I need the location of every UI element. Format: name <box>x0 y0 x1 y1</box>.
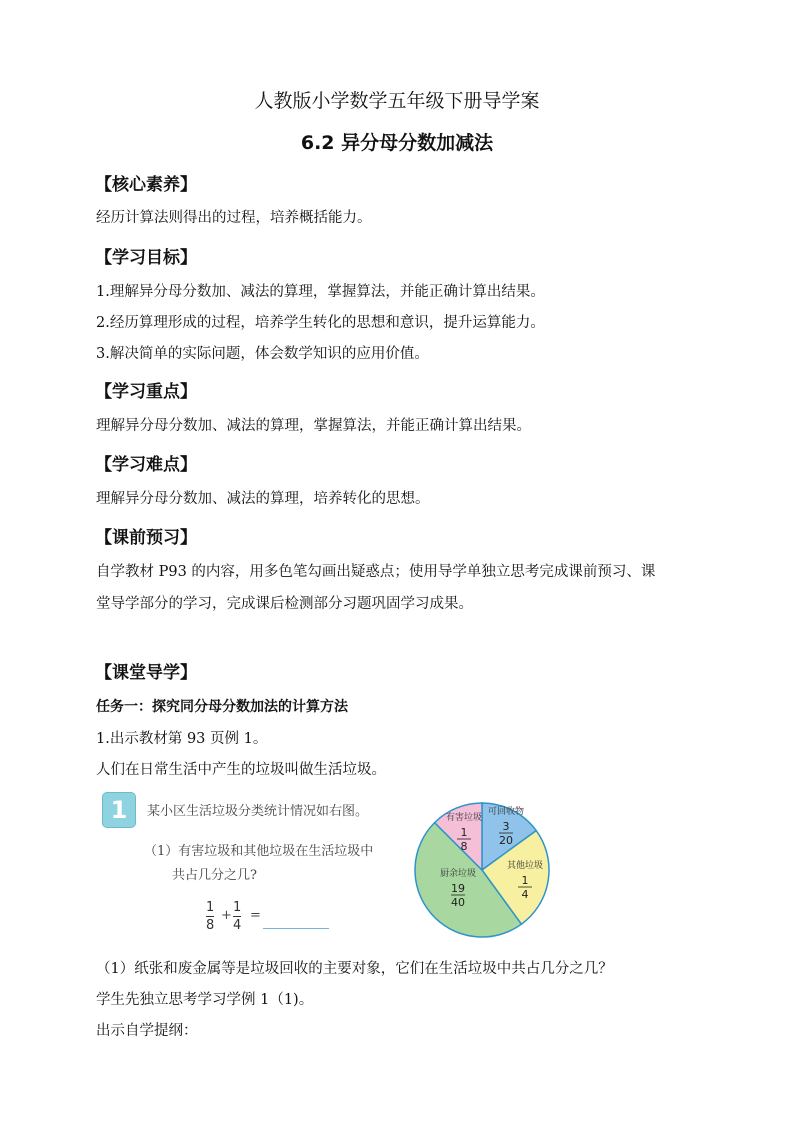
garbage-pie-chart <box>412 798 552 942</box>
difficult-heading: 【学习难点】 <box>95 455 197 475</box>
slice-name-label: 可回收物 <box>487 807 525 817</box>
slice-numerator-label: 1 <box>521 874 529 887</box>
goal-item: 1.理解异分母分数加、减法的算理，掌握算法，并能正确计算出结果。 <box>96 284 545 300</box>
figure-caption: 某小区生活垃圾分类统计情况如右图。 <box>147 804 369 819</box>
slice-denominator-label: 20 <box>499 834 513 847</box>
slice-numerator-label: 19 <box>451 882 465 895</box>
document-title: 人教版小学数学五年级下册导学案 <box>254 90 540 112</box>
core-text: 经历计算法则得出的过程，培养概括能力。 <box>96 210 372 226</box>
difficult-text: 理解异分母分数加、减法的算理，培养转化的思想。 <box>96 491 430 507</box>
plus-sign: + <box>221 908 232 923</box>
preview-text-line: 堂导学部分的学习，完成课后检测部分习题巩固学习成果。 <box>96 596 473 612</box>
preview-text-line: 自学教材 P93 的内容，用多色笔勾画出疑惑点；使用导学单独立思考完成课前预习、课 <box>96 564 656 580</box>
slice-numerator-label: 1 <box>460 826 468 839</box>
key-text: 理解异分母分数加、减法的算理，掌握算法，并能正确计算出结果。 <box>96 418 531 434</box>
slice-denominator-label: 40 <box>451 896 465 909</box>
key-heading: 【学习重点】 <box>95 382 197 402</box>
fraction-one-fourth <box>233 900 241 933</box>
answer-blank <box>263 928 329 929</box>
slice-numerator-label: 3 <box>502 820 510 833</box>
slice-name-label: 厨余垃圾 <box>439 869 477 879</box>
question-text: （1）纸张和废金属等是垃圾回收的主要对象，它们在生活垃圾中共占几分之几？ <box>96 961 613 977</box>
guide-line: 学生先独立思考学习学例 1（1)。 <box>96 992 314 1008</box>
guide-line: 1.出示教材第 93 页例 1。 <box>96 731 268 747</box>
goals-heading: 【学习目标】 <box>95 248 197 268</box>
slice-denominator-label: 4 <box>521 888 529 901</box>
task-title: 任务一：探究同分母分数加法的计算方法 <box>96 699 348 715</box>
fraction-numerator: 1 <box>206 900 215 915</box>
guide-line: 人们在日常生活中产生的垃圾叫做生活垃圾。 <box>96 762 386 778</box>
figure-question-line: （1）有害垃圾和其他垃圾在生活垃圾中 <box>144 844 374 859</box>
figure-question-line: 共占几分之几? <box>172 868 257 883</box>
lesson-title: 6.2 异分母分数加减法 <box>300 132 494 154</box>
preview-heading: 【课前预习】 <box>95 528 197 548</box>
fraction-one-eighth <box>206 900 214 933</box>
slice-name-label: 有害垃圾 <box>445 813 483 823</box>
fraction-denominator: 4 <box>233 918 242 933</box>
goal-item: 2.经历算理形成的过程，培养学生转化的思想和意识，提升运算能力。 <box>96 315 545 331</box>
goal-item: 3.解决简单的实际问题，体会数学知识的应用价值。 <box>96 346 429 362</box>
slice-name-label: 其他垃圾 <box>506 861 544 871</box>
equals-sign: = <box>250 908 261 923</box>
core-heading: 【核心素养】 <box>95 175 197 195</box>
fraction-numerator: 1 <box>233 900 242 915</box>
fraction-denominator: 8 <box>206 918 215 933</box>
slice-denominator-label: 8 <box>460 840 468 853</box>
guide-line: 出示自学提纲： <box>96 1023 198 1039</box>
example-number-badge: 1 <box>102 792 136 828</box>
guide-heading: 【课堂导学】 <box>95 663 197 683</box>
